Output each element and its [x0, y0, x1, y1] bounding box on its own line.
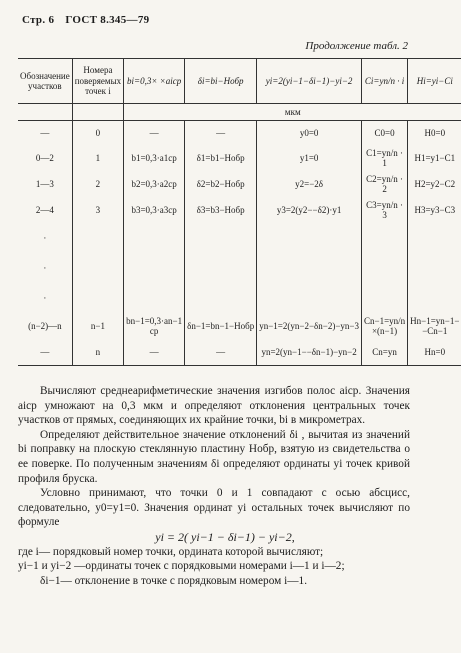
table-cell: b1=0,3·a1ср: [124, 145, 185, 171]
table-cell: b3=0,3·a3ср: [124, 197, 185, 223]
table-cell: [408, 253, 461, 283]
table-cell: 2—4: [18, 197, 72, 223]
table-cell: [185, 223, 257, 253]
table-row: [18, 253, 461, 283]
table-cell: b2=0,3·a2ср: [124, 171, 185, 197]
paragraph: Условно принимают, что точки 0 и 1 совпадают с осью абсцисс, следовательно, y0=y1=0. Значения ординат yi остальных точек вычисляют по формуле: [18, 487, 410, 529]
col-header-point-numbers: Номера поверяемых точек i: [72, 59, 123, 104]
paragraph: где i— порядковый номер точки, ордината которой вычисляют;: [18, 545, 324, 558]
table-cell: (n−2)—n: [18, 313, 72, 339]
table-cell: —: [124, 339, 185, 366]
table-cell: y0=0: [257, 121, 362, 146]
table-cell: yn−1=2(yn−2−δn−2)−yn−3: [257, 313, 362, 339]
formula: yi = 2( yi−1 − δi−1) − yi−2,: [155, 529, 295, 544]
table-cell: [408, 283, 461, 313]
table-cell: [408, 223, 461, 253]
table-cell: H3=y3−C3: [408, 197, 461, 223]
paragraph: yi−1 и yi−2 —ординаты точек с порядковыми номерами i—1 и i—2;: [18, 560, 345, 573]
table-row: [18, 283, 461, 313]
table-cell: δ2=b2−Hобр: [185, 171, 257, 197]
col-header-b: bi=0,3× ×aiср: [124, 59, 185, 104]
paragraph: Вычисляют среднеарифметические значения изгибов полос aiср. Значения aiср умножают на 0,3 мкм и определяют отклонения центральных точек участков от прямых, соединяющих их крайние точки, bi в микрометрах.: [18, 385, 410, 427]
table-cell: [257, 253, 362, 283]
table-cell: [185, 283, 257, 313]
table-cell: —: [185, 339, 257, 366]
table-cell: 0—2: [18, 145, 72, 171]
table-cell: [185, 253, 257, 283]
col-header-y: yi=2(yi−1−δi−1)−yi−2: [257, 59, 362, 104]
table-cell: n−1: [72, 313, 123, 339]
table-cell: [72, 253, 123, 283]
table-cell: ·: [18, 223, 72, 253]
table-row: [18, 171, 461, 197]
table-cell: δ3=b3−Hобр: [185, 197, 257, 223]
table-cell: Hn−1=yn−1−−Cn−1: [408, 313, 461, 339]
table-cell: ·: [18, 283, 72, 313]
col-header-delta: δi=bi−Hобр: [185, 59, 257, 104]
table-cell: C0=0: [361, 121, 407, 146]
table-cell: ·: [18, 253, 72, 283]
col-header-h: Hi=yi−Ci: [408, 59, 461, 104]
table-cell: [257, 223, 362, 253]
table-cell: 1—3: [18, 171, 72, 197]
table-cell: —: [18, 339, 72, 366]
table-cell: [361, 253, 407, 283]
table-cell: [257, 283, 362, 313]
table-cell: y1=0: [257, 145, 362, 171]
paragraph: Определяют действительное значение отклонений δi , вычитая из значений bi поправку на плоскую стеклянную пластину Hобр, взятую из свидетельства о ее поверке. По полученным значениям δi определяют ординаты yi точек кривой профиля бруска.: [18, 428, 410, 485]
table-cell: C1=yn/n · 1: [361, 145, 407, 171]
table-cell: C2=yn/n · 2: [361, 171, 407, 197]
unit-label: мкм: [124, 104, 461, 121]
table-cell: Cn−1=yn/n ×(n−1): [361, 313, 407, 339]
table-cell: [124, 253, 185, 283]
table-cell: Cn=yn: [361, 339, 407, 366]
table-cell: H1=y1−C1: [408, 145, 461, 171]
table-row: [18, 339, 461, 366]
table-row: [18, 313, 461, 339]
table-cell: —: [124, 121, 185, 146]
table-cell: 0: [72, 121, 123, 146]
table-cell: y3=2(y2−−δ2)·y1: [257, 197, 362, 223]
table-row: [18, 121, 461, 146]
paragraph: δi−1— отклонение в точке с порядковым номером i—1.: [40, 574, 308, 587]
table-cell: [124, 223, 185, 253]
table-cell: C3=yn/n · 3: [361, 197, 407, 223]
table-cell: n: [72, 339, 123, 366]
table-cell: 3: [72, 197, 123, 223]
table-continuation-label: Продолжение табл. 2: [305, 40, 408, 52]
table-unit-row: [18, 104, 461, 121]
table-cell: bn−1=0,3·an−1 ср: [124, 313, 185, 339]
table-header-row: [18, 59, 461, 104]
table-cell: [361, 283, 407, 313]
table-cell: H2=y2−C2: [408, 171, 461, 197]
table-cell: [124, 283, 185, 313]
page-header: [22, 14, 157, 26]
table-cell: [72, 223, 123, 253]
table-cell: yn=2(yn−1−−δn−1)−yn−2: [257, 339, 362, 366]
table-cell: δ1=b1−Hобр: [185, 145, 257, 171]
table-row: [18, 223, 461, 253]
unit-blank: [72, 104, 123, 121]
table-cell: 2: [72, 171, 123, 197]
table-cell: δn−1=bn−1−Hобр: [185, 313, 257, 339]
body-text: [18, 384, 410, 588]
data-table: [18, 58, 461, 366]
table-cell: y2=−2δ: [257, 171, 362, 197]
table-cell: 1: [72, 145, 123, 171]
unit-blank: [18, 104, 72, 121]
table-cell: —: [18, 121, 72, 146]
table-cell: Hn=0: [408, 339, 461, 366]
table-cell: —: [185, 121, 257, 146]
page-number: Стр. 6: [22, 14, 55, 26]
table-cell: H0=0: [408, 121, 461, 146]
col-header-sections: Обозначение участков: [18, 59, 72, 104]
standard-code: ГОСТ 8.345—79: [65, 14, 150, 26]
table-row: [18, 145, 461, 171]
table-row: [18, 197, 461, 223]
table-cell: [361, 223, 407, 253]
table-cell: [72, 283, 123, 313]
col-header-c: Ci=yn/n · i: [361, 59, 407, 104]
